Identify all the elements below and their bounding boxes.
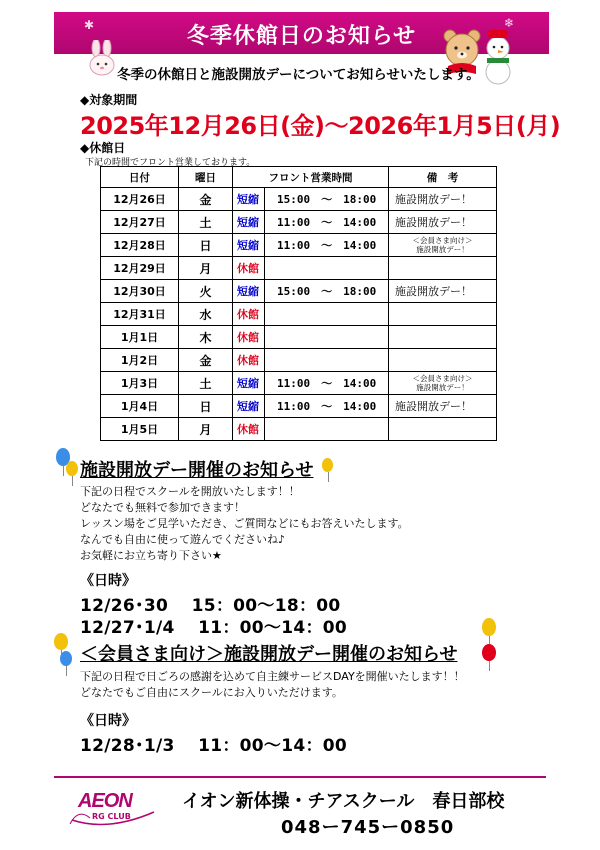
cell-status: 短縮 — [233, 211, 265, 234]
column-header-dow: 曜日 — [179, 167, 233, 188]
open-day-datetime: 12/27･1/4 11：00～14：00 — [80, 618, 348, 638]
cell-hours — [265, 418, 389, 441]
cell-status: 短縮 — [233, 188, 265, 211]
cell-note: ＜会員さま向け＞ 施設開放デー！ — [389, 234, 497, 257]
footer-divider — [54, 776, 546, 778]
cell-date: 12月27日 — [101, 211, 179, 234]
cell-note — [389, 303, 497, 326]
cell-dow: 月 — [179, 418, 233, 441]
aeon-rg-club-logo — [68, 790, 158, 830]
cell-dow: 日 — [179, 234, 233, 257]
member-day-heading: ＜会員さま向け＞施設開放デー開催のお知らせ — [80, 644, 458, 665]
cell-hours: 11:00 ～ 14:00 — [265, 234, 389, 257]
cell-date: 1月4日 — [101, 395, 179, 418]
cell-status: 短縮 — [233, 234, 265, 257]
table-row — [101, 303, 497, 326]
open-day-datetime-label: 《日時》 — [80, 573, 136, 589]
cell-note — [389, 418, 497, 441]
column-header-date: 日付 — [101, 167, 179, 188]
closed-days-label: ◆休館日 — [80, 141, 126, 155]
table-row — [101, 326, 497, 349]
cell-note: 施設開放デー！ — [389, 188, 497, 211]
cell-hours: 11:00 ～ 14:00 — [265, 372, 389, 395]
rabbit-illustration-icon — [85, 40, 119, 78]
closed-days-note: 下記の時間でフロント営業しております。 — [85, 158, 256, 168]
open-day-line: レッスン場をご見学いただき、ご質問などにもお答えいたします。 — [80, 517, 409, 530]
cell-dow: 火 — [179, 280, 233, 303]
cell-status: 休館 — [233, 349, 265, 372]
cell-note: 施設開放デー！ — [389, 280, 497, 303]
cell-date: 12月26日 — [101, 188, 179, 211]
phone-number: 048ー745ー0850 — [281, 817, 455, 838]
open-day-datetime: 12/26･30 15：00～18：00 — [80, 596, 341, 616]
cell-dow: 水 — [179, 303, 233, 326]
cell-dow: 金 — [179, 188, 233, 211]
cell-date: 12月28日 — [101, 234, 179, 257]
table-row — [101, 234, 497, 257]
cell-status: 短縮 — [233, 395, 265, 418]
cell-hours: 15:00 ～ 18:00 — [265, 188, 389, 211]
cell-hours — [265, 257, 389, 280]
cell-hours: 15:00 ～ 18:00 — [265, 280, 389, 303]
cell-dow: 月 — [179, 257, 233, 280]
member-day-line: どなたでもご自由にスクールにお入りいただけます。 — [80, 686, 343, 699]
member-day-datetime: 12/28･1/3 11：00～14：00 — [80, 736, 348, 756]
cell-dow: 木 — [179, 326, 233, 349]
table-row — [101, 372, 497, 395]
logo-main-text: AEON — [78, 790, 132, 812]
cell-note — [389, 349, 497, 372]
balloon-icon — [54, 633, 68, 650]
cell-date: 12月30日 — [101, 280, 179, 303]
logo-sub-text: RG CLUB — [92, 812, 131, 821]
column-header-hours: フロント営業時間 — [233, 167, 389, 188]
page-subtitle: 冬季の休館日と施設開放デーについてお知らせいたします。 — [117, 67, 480, 83]
cell-hours — [265, 303, 389, 326]
cell-note: 施設開放デー！ — [389, 395, 497, 418]
cell-hours — [265, 349, 389, 372]
member-day-datetime-label: 《日時》 — [80, 713, 136, 729]
table-row — [101, 418, 497, 441]
cell-dow: 金 — [179, 349, 233, 372]
table-row — [101, 188, 497, 211]
school-name: イオン新体操・チアスクール 春日部校 — [182, 791, 505, 812]
balloon-icon — [60, 651, 72, 666]
balloon-icon — [322, 458, 333, 472]
snowflake-icon: ❄ — [504, 16, 515, 30]
cell-date: 1月2日 — [101, 349, 179, 372]
table-row — [101, 349, 497, 372]
cell-date: 1月1日 — [101, 326, 179, 349]
balloon-icon — [482, 618, 496, 636]
cell-status: 休館 — [233, 418, 265, 441]
cell-date: 12月29日 — [101, 257, 179, 280]
cell-dow: 土 — [179, 211, 233, 234]
table-header-row — [101, 167, 497, 188]
cell-status: 休館 — [233, 303, 265, 326]
cell-dow: 日 — [179, 395, 233, 418]
table-row — [101, 257, 497, 280]
balloon-icon — [482, 644, 496, 661]
cell-hours — [265, 326, 389, 349]
balloon-icon — [66, 461, 78, 476]
table-row — [101, 211, 497, 234]
open-day-heading: 施設開放デー開催のお知らせ — [80, 460, 314, 481]
table-row — [101, 395, 497, 418]
period-value: 2025年12月26日(金)～2026年1月5日(月) — [80, 112, 561, 140]
open-day-line: 下記の日程でスクールを開放いたします！！ — [80, 485, 300, 498]
schedule-table — [100, 166, 497, 441]
cell-status: 短縮 — [233, 372, 265, 395]
cell-status: 休館 — [233, 257, 265, 280]
cell-date: 1月5日 — [101, 418, 179, 441]
column-header-note: 備 考 — [389, 167, 497, 188]
cell-status: 短縮 — [233, 280, 265, 303]
cell-status: 休館 — [233, 326, 265, 349]
table-row — [101, 280, 497, 303]
open-day-line: お気軽にお立ち寄り下さい★ — [80, 549, 222, 562]
cell-note — [389, 326, 497, 349]
cell-dow: 土 — [179, 372, 233, 395]
snowflake-icon: ✱ — [84, 18, 95, 32]
open-day-line: どなたでも無料で参加できます！ — [80, 501, 245, 514]
open-day-line: なんでも自由に使って遊んでくださいね♪ — [80, 533, 286, 546]
member-day-line: 下記の日程で日ごろの感謝を込めて自主練サービスDAYを開催いたします！！ — [80, 670, 465, 683]
cell-note: ＜会員さま向け＞ 施設開放デー！ — [389, 372, 497, 395]
cell-hours: 11:00 ～ 14:00 — [265, 211, 389, 234]
cell-date: 1月3日 — [101, 372, 179, 395]
page-title: 冬季休館日のお知らせ — [186, 24, 417, 49]
cell-note: 施設開放デー！ — [389, 211, 497, 234]
cell-note — [389, 257, 497, 280]
period-label: ◆対象期間 — [80, 93, 138, 107]
cell-date: 12月31日 — [101, 303, 179, 326]
cell-hours: 11:00 ～ 14:00 — [265, 395, 389, 418]
